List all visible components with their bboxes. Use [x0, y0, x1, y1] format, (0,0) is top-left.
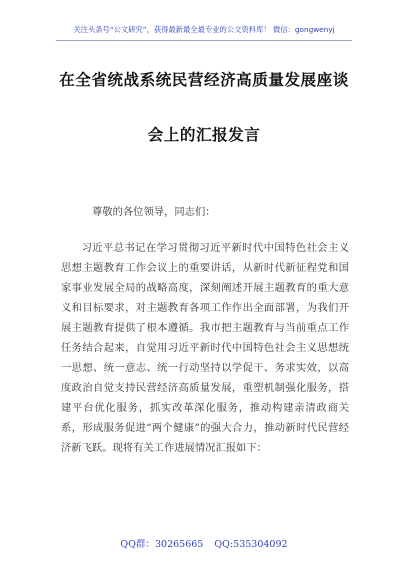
header-promo-note: 关注头条号“公文研究”，获得最新最全最专业的公文资料库！ 微信：gongwenyj	[73, 25, 335, 34]
salutation: 尊敬的各位领导，同志们：	[92, 206, 216, 218]
header-divider	[56, 40, 352, 41]
document-title-line-2: 会上的汇报发言	[147, 125, 261, 144]
footer-qq-group: QQ群：30265665	[120, 539, 204, 550]
body-paragraph: 习近平总书记在学习贯彻习近平新时代中国特色社会主义思想主题教育工作会议上的重要讲话，从新时代新征程党和国家事业发展全局的战略高度，深刻阐述开展主题教育的重大意义和目标要求，对主题教育各项工作作出全面部署，为我们开展主题教育提供了根本遵循。我市把主题教育与当前重点工作任务结合起来，自觉用习近平新时代中国特色社会主义思想统一思想、统一意志、统一行动坚持以学促干、务求实效，以高度政治自觉支持民营经济高质量发展，重塑机制强化服务，搭建平台优化服务，抓实改革深化服务，推动构建亲清政商关系，形成服务促进“两个健康”的强大合力，推动新时代民营经济新飞跃。现将有关工作进展情况汇报如下：	[61, 242, 349, 454]
footer-qq: QQ:535304092	[214, 539, 288, 550]
document-title-line-1: 在全省统战系统民营经济高质量发展座谈	[59, 70, 349, 89]
footer-contact	[0, 536, 408, 550]
